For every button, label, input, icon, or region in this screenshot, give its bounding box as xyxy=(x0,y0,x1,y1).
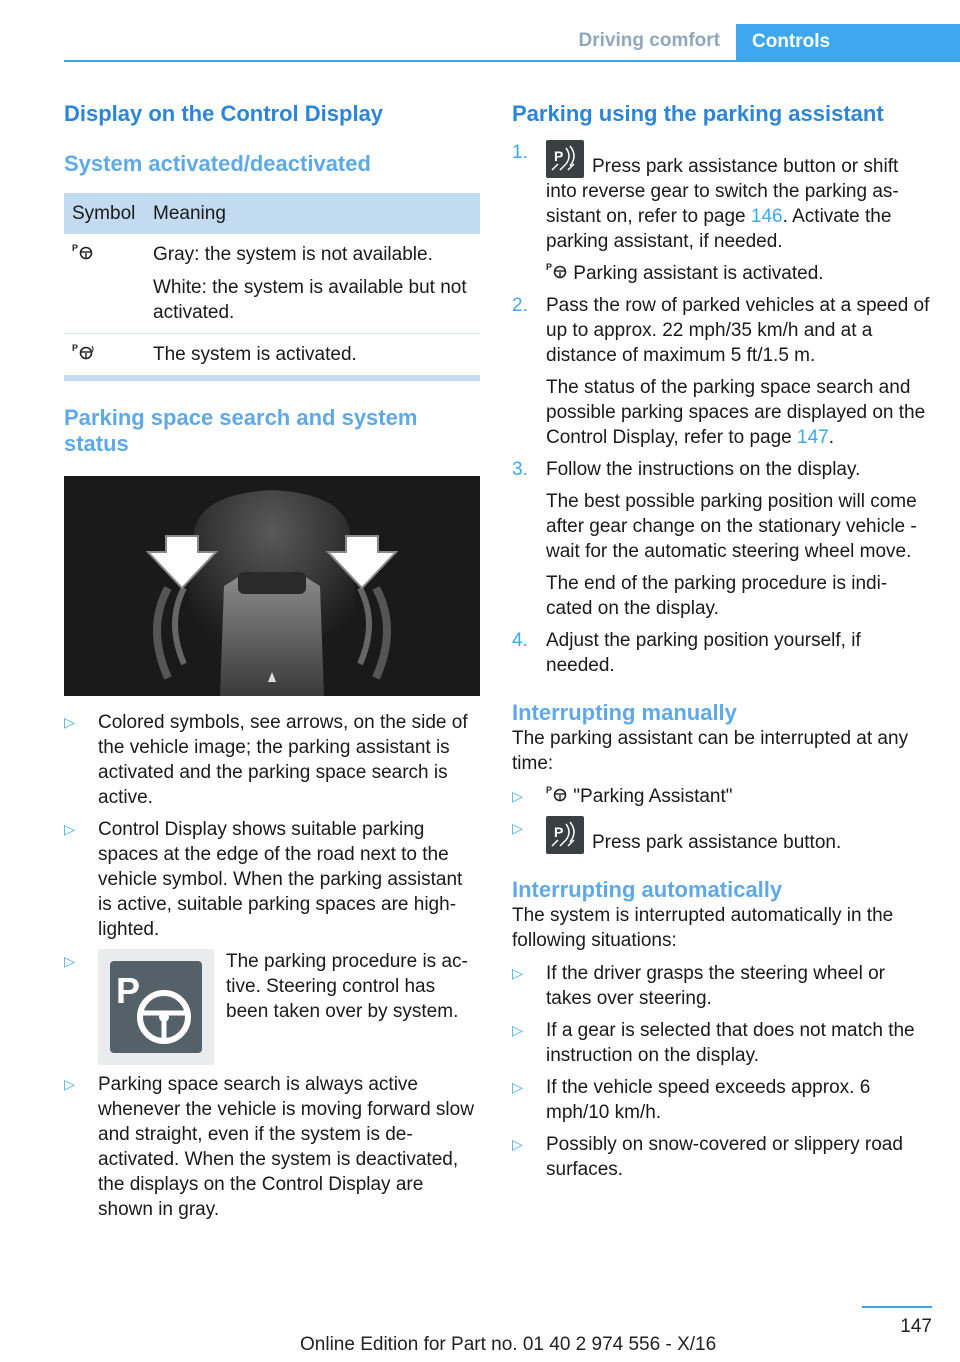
footer-rule xyxy=(862,1306,932,1308)
auto-intro: The system is interrupted automatically in the following situations: xyxy=(512,905,894,952)
auto-list xyxy=(512,961,932,1182)
header-rule xyxy=(64,60,960,62)
step-4: 4. Adjust the parking position yourself, if needed. xyxy=(512,629,861,676)
header-tab: Controls xyxy=(736,24,960,62)
svg-text:P: P xyxy=(554,147,564,164)
step-1: 1. P Press park assistance button or shift into reverse gear to switch the parking as‐sistant on, refer to page 146. Activate the parking assistant, if needed. P Parking assistant is activated. xyxy=(512,141,899,284)
heading-auto: Interrupting automatically xyxy=(512,876,783,902)
svg-text:P: P xyxy=(72,343,79,353)
control-display-image xyxy=(64,476,480,696)
table-row2: The system is activated. xyxy=(153,344,357,365)
heading-manual: Interrupting manually xyxy=(512,699,737,725)
step-2: 2. Pass the row of parked vehicles at a speed of up to approx. 22 mph/35 km/h and at a distance of maximum 5 ft/1.5 m. The status of the parking space search and possible parking spaces are displayed on the Control Display, refer to page 147. xyxy=(512,294,930,448)
list-item: ▷ Possibly on snow-covered or slippery road surfaces. xyxy=(512,1132,932,1182)
edition-note: Online Edition for Part no. 01 40 2 974 556 - X/16 xyxy=(300,1334,717,1355)
right-column xyxy=(512,100,932,1189)
list-item: ▷ Parking space search is always active whenever the vehicle is moving forward slow and straight, even if the system is de‐activated. When the system is deactivated, the displays on the Control Display are shown in gray. xyxy=(64,1072,480,1222)
list-item: ▷ P Press park assistance button. xyxy=(512,816,932,855)
symbol-table xyxy=(64,193,480,381)
list-item: ▷ If a gear is selected that does not match the instruction on the display. xyxy=(512,1018,932,1068)
list-item: ▷ P "Parking Assistant" xyxy=(512,784,932,809)
heading-display: Display on the Control Display xyxy=(64,101,384,126)
park-assistance-button-icon xyxy=(546,816,584,854)
table-row1-line1: Gray: the system is not available. xyxy=(153,244,433,265)
page-link-147[interactable]: 147 xyxy=(797,426,829,448)
parking-assist-active-icon xyxy=(546,261,568,279)
list-item xyxy=(64,949,480,1065)
step-number: 4. xyxy=(512,629,528,651)
page-link-146[interactable]: 146 xyxy=(750,205,783,227)
step-number: 3. xyxy=(512,458,528,480)
manual-intro: The parking assistant can be interrupted at any time: xyxy=(512,727,909,774)
svg-text:P: ▷ P xyxy=(554,823,564,840)
table-row1-line2: White: the system is available but not activated. xyxy=(153,277,467,323)
list-item: ▷ Colored symbols, see arrows, on the side of the vehicle image; the parking assistant is activated and the parking space search is active. xyxy=(64,710,480,810)
list-item: ▷ If the vehicle speed exceeds approx. 6 mph/10 km/h. xyxy=(512,1075,932,1125)
step-3: 3. Follow the instructions on the display. The best possible parking position will come after gear change on the stationary vehicle - wait for the automatic steering wheel move. The end of the parking procedure is indi‐cated on the display. xyxy=(512,458,917,619)
step-number: 1. xyxy=(512,141,528,163)
park-assistance-button-icon xyxy=(546,140,584,178)
svg-text:P: ▷ P xyxy=(546,784,553,795)
list-item-text: The parking procedure is ac‐tive. Steering control has been taken over by system. xyxy=(226,950,468,1022)
page-number: 147 xyxy=(900,1316,932,1337)
step-number: 2. xyxy=(512,294,528,316)
svg-text:P: P xyxy=(72,243,79,253)
col-meaning: Meaning xyxy=(153,193,480,234)
steering-takeover-icon xyxy=(98,949,214,1065)
parking-assist-gray-icon xyxy=(72,242,94,260)
svg-text:P: ▷ P xyxy=(116,969,141,1011)
svg-text:P: P xyxy=(546,261,553,272)
heading-parking: Parking using the parking assistant xyxy=(512,101,884,126)
parking-assist-active-icon xyxy=(72,342,94,360)
status-list xyxy=(64,710,480,1222)
list-item: ▷ Control Display shows suitable parking spaces at the edge of the road next to the vehicle symbol. When the parking assistant is active, suitable parking spaces are high‐lighted. xyxy=(64,817,480,942)
steps-list xyxy=(512,140,932,678)
heading-status: System activated/deactivated xyxy=(64,150,371,176)
parking-assist-active-icon xyxy=(546,784,568,802)
heading-search: Parking space search and system status xyxy=(64,405,418,457)
left-column xyxy=(64,100,480,1229)
manual-list xyxy=(512,784,932,855)
col-symbol: Symbol xyxy=(64,193,153,234)
header-section: Driving comfort xyxy=(578,30,720,51)
list-item: ▷ If the driver grasps the steering wheel or takes over steering. xyxy=(512,961,932,1011)
